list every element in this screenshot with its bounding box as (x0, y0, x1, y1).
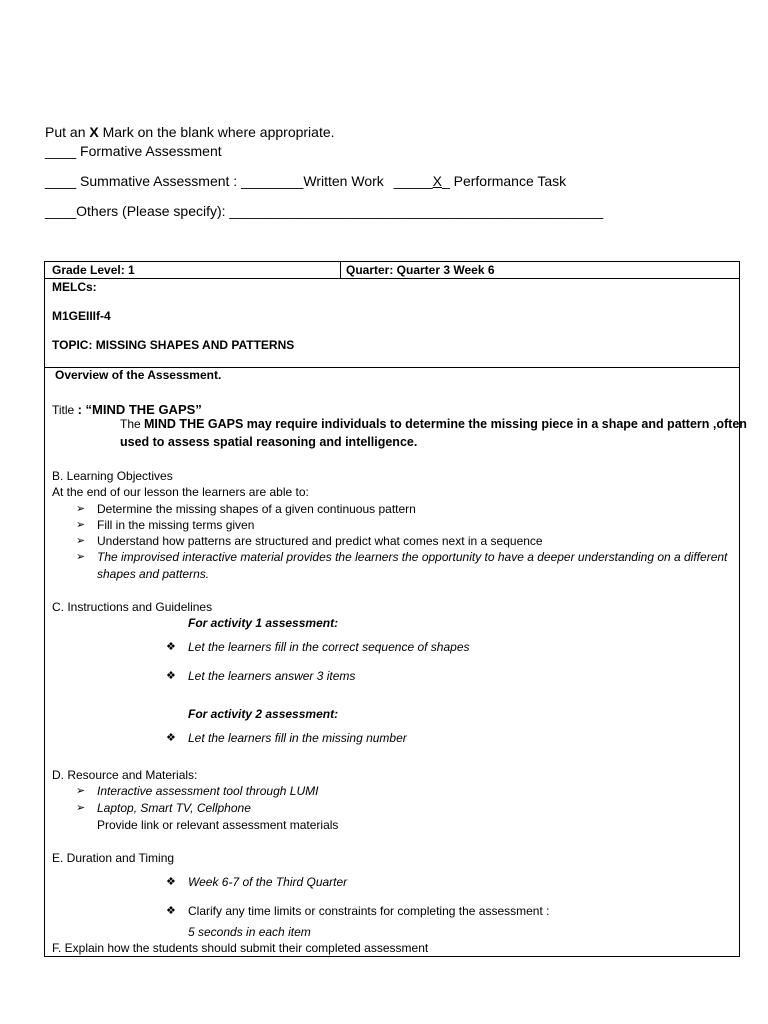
title-line (52, 402, 202, 417)
performance-x-mark: X (432, 173, 442, 189)
instruction-text: Put an (45, 124, 90, 140)
objective-3: Understand how patterns are structured and predict what comes next in a sequence (97, 534, 543, 548)
col-divider (340, 262, 341, 278)
instructions-heading: C. Instructions and Guidelines (52, 600, 213, 614)
activity1-item-2: Let the learners answer 3 items (188, 669, 356, 683)
title-value: : “MIND THE GAPS” (77, 402, 202, 417)
desc-the: The (120, 417, 145, 431)
objective-4-cont: shapes and patterns. (97, 567, 210, 581)
performance-task-text: _ Performance Task (441, 173, 567, 189)
row-divider-1 (45, 278, 739, 279)
arrow-bullet-icon: ➢ (76, 503, 86, 515)
quarter: Quarter: Quarter 3 Week 6 (346, 263, 495, 277)
diamond-bullet-icon: ❖ (166, 670, 176, 682)
performance-blank: _____ (393, 173, 433, 189)
instruction-text-end: Mark on the blank where appropriate. (98, 124, 335, 140)
resources-note: Provide link or relevant assessment materials (97, 818, 339, 832)
diamond-bullet-icon: ❖ (166, 905, 176, 917)
grade-level: Grade Level: 1 (52, 263, 135, 277)
formative-option[interactable]: ____ Formative Assessment (45, 143, 222, 159)
duration-item-1: Week 6-7 of the Third Quarter (188, 875, 348, 889)
arrow-bullet-icon: ➢ (76, 551, 86, 563)
arrow-bullet-icon: ➢ (76, 802, 86, 814)
objective-2: Fill in the missing terms given (97, 518, 255, 532)
submit-heading: F. Explain how the students should submit their completed assessment (52, 941, 429, 955)
title-label: Title (52, 403, 78, 417)
instruction-x: X (89, 124, 99, 140)
activity2-item-1: Let the learners fill in the missing number (188, 731, 407, 745)
desc-bold: MIND THE GAPS may require individuals to determine the missing piece in a shape and pattern ,often (144, 417, 747, 431)
arrow-bullet-icon: ➢ (76, 535, 86, 547)
arrow-bullet-icon: ➢ (76, 785, 86, 797)
overview-heading: Overview of the Assessment. (55, 368, 222, 382)
objective-1: Determine the missing shapes of a given continuous pattern (97, 502, 416, 516)
melc-code: M1GEIIIf-4 (52, 309, 111, 323)
duration-note: 5 seconds in each item (188, 925, 311, 939)
others-option[interactable]: ____Others (Please specify): ________________________________________________ (45, 203, 604, 219)
melcs-label: MELCs: (52, 280, 97, 294)
topic: TOPIC: MISSING SHAPES AND PATTERNS (52, 338, 295, 352)
activity2-heading: For activity 2 assessment: (188, 707, 339, 721)
diamond-bullet-icon: ❖ (166, 876, 176, 888)
summative-option[interactable] (45, 173, 566, 189)
duration-heading: E. Duration and Timing (52, 851, 175, 865)
resource-1: Interactive assessment tool through LUMI (97, 784, 319, 798)
activity1-heading: For activity 1 assessment: (188, 616, 339, 630)
activity1-item-1: Let the learners fill in the correct sequence of shapes (188, 640, 470, 654)
duration-item-2: Clarify any time limits or constraints for completing the assessment : (188, 904, 550, 918)
description-line-2: used to assess spatial reasoning and intelligence. (120, 435, 418, 449)
diamond-bullet-icon: ❖ (166, 641, 176, 653)
description-line-1 (120, 417, 747, 431)
objectives-intro: At the end of our lesson the learners are able to: (52, 485, 309, 499)
diamond-bullet-icon: ❖ (166, 732, 176, 744)
objectives-heading: B. Learning Objectives (52, 469, 173, 483)
resource-2: Laptop, Smart TV, Cellphone (97, 801, 251, 815)
objective-4: The improvised interactive material provides the learners the opportunity to have a deeper understanding on a different (97, 550, 728, 564)
summative-text: ____ Summative Assessment : ________Written Work (45, 173, 384, 189)
instruction-line (45, 124, 335, 140)
resources-heading: D. Resource and Materials: (52, 768, 198, 782)
arrow-bullet-icon: ➢ (76, 519, 86, 531)
